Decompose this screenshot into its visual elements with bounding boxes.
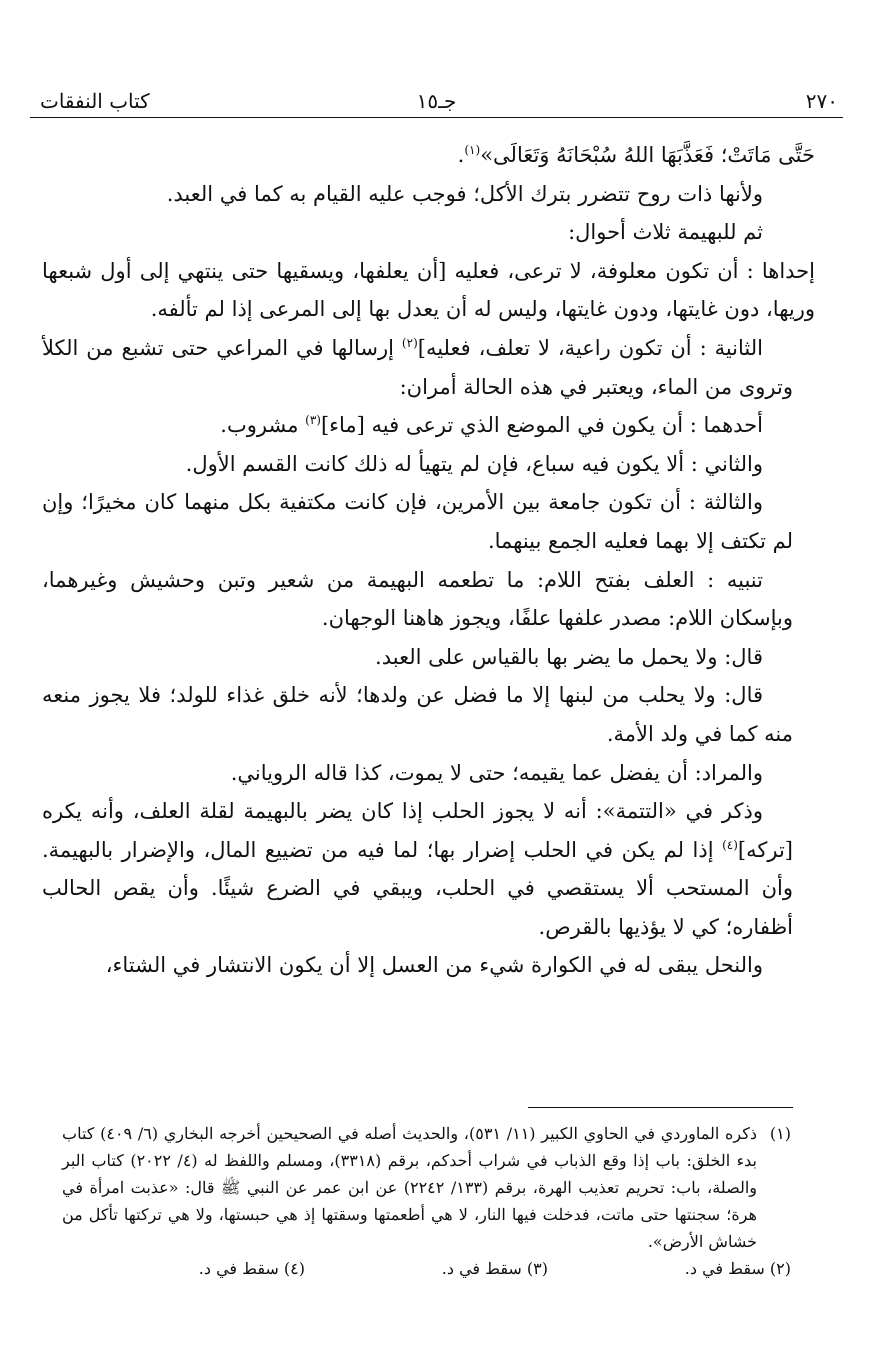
paragraph: والثاني : ألا يكون فيه سباع، فإن لم يتهيأ له ذلك كانت القسم الأول. bbox=[185, 451, 763, 476]
footnote-2: (٢) سقط في د. bbox=[684, 1259, 791, 1278]
footnote-text: ذكره الماوردي في الحاوي الكبير (١١/ ٥٣١)، والحديث أصله في الصحيحين أخرجه البخاري (٦/ ٤٠٩) كتاب بدء الخلق: باب إذا وقع الذباب في شراب أحدكم، برقم (٣٣١٨)، ومسلم واللفظ له (٤/ ٢٠٢٢) كتاب البر والصلة، باب: تحريم تعذيب الهرة، برقم (١٣٣/ ٢٢٤٢) عن ابن عمر عن النبي ﷺ قال: «عذبت امرأة في هرة؛ سجنتها حتى ماتت، فدخلت فيها النار، لا هي أطعمتها وسقتها إذ هي حبستها، ولا هي تركتها تأكل من خشاش الأرض». bbox=[62, 1124, 757, 1251]
paragraph: والمراد: أن يفضل عما يقيمه؛ حتى لا يموت، كذا قاله الروياني. bbox=[230, 760, 763, 785]
paragraph: وذكر في «التتمة»: أنه لا يجوز الحلب إذا كان يضر بالبهيمة لقلة العلف، وأنه يكره [تركه]$^{(٤)}$ إذا لم يكن في الحلب إضرار بها؛ لما فيه من تضييع المال، والإضرار بالبهيمة. وأن المستحب ألا يستقصي في الحلب، ويبقي في الضرع شيئًا. وأن يقص الحالب أظفاره؛ كي لا يؤذيها بالقرص. bbox=[42, 799, 793, 939]
footnotes-short-row bbox=[62, 1255, 791, 1282]
paragraph: أحدهما : أن يكون في الموضع الذي ترعى فيه [ماء]$^{(٣)}$ مشروب. bbox=[220, 413, 763, 438]
page-number: ٢٧٠ bbox=[805, 89, 838, 113]
footnote-3: (٣) سقط في د. bbox=[441, 1259, 548, 1278]
footnote-divider bbox=[528, 1107, 793, 1108]
footnote-ref: (٢) bbox=[401, 335, 418, 350]
footnotes bbox=[62, 1120, 791, 1282]
paragraph: ثم للبهيمة ثلاث أحوال: bbox=[568, 220, 763, 245]
book-title: كتاب النفقات bbox=[40, 89, 150, 113]
footnote-1 bbox=[62, 1120, 791, 1255]
footnote-ref: (٤) bbox=[722, 837, 738, 852]
footnote-ref: (٣) bbox=[305, 413, 321, 428]
footnote-ref: (١) bbox=[464, 143, 481, 157]
footnote-4: (٤) سقط في د. bbox=[198, 1259, 305, 1278]
paragraph: والنحل يبقى له في الكوارة شيء من العسل إلا أن يكون الانتشار في الشتاء، bbox=[105, 953, 763, 978]
paragraph: إحداها : أن تكون معلوفة، لا ترعى، فعليه [أن يعلفها، ويسقيها حتى ينتهي إلى أول شبعها وريها، دون غايتها، ودون غايتها، وليس له أن يعدل بها إلى المرعى إذا لم تألفه. bbox=[42, 258, 815, 322]
volume-label: جـ١٥ bbox=[416, 89, 457, 113]
paragraph: حَتَّى مَاتَتْ؛ فَعَذَّبَهَا اللهُ سُبْحَانَهُ وَتَعَالَى»$^{(١)}$. bbox=[457, 143, 815, 167]
paragraph: الثانية : أن تكون راعية، لا تعلف، فعليه]$^{(٢)}$ إرسالها في المراعي حتى تشبع من الكلأ وتروى من الماء، ويعتبر في هذه الحالة أمران: bbox=[42, 335, 793, 399]
header-divider bbox=[30, 117, 843, 118]
main-text bbox=[42, 136, 815, 985]
paragraph: قال: ولا يحلب من لبنها إلا ما فضل عن ولدها؛ لأنه خلق غذاء للولد؛ فلا يجوز منعه منه كما في ولد الأمة. bbox=[42, 683, 793, 746]
paragraph: ولأنها ذات روح تتضرر بترك الأكل؛ فوجب عليه القيام به كما في العبد. bbox=[166, 181, 763, 206]
footnote-number: (١) bbox=[769, 1124, 791, 1143]
paragraph: قال: ولا يحمل ما يضر بها بالقياس على العبد. bbox=[375, 644, 763, 669]
running-header bbox=[30, 86, 843, 116]
paragraph: والثالثة : أن تكون جامعة بين الأمرين، فإن كانت مكتفية بكل منهما كان مخيرًا؛ وإن لم تكتف إلا بهما فعليه الجمع بينهما. bbox=[42, 490, 793, 553]
paragraph: تنبيه : العلف بفتح اللام: ما تطعمه البهيمة من شعير وتبن وحشيش وغيرهما، وبإسكان اللام: مصدر علفها علفًا، ويجوز هاهنا الوجهان. bbox=[42, 567, 793, 631]
